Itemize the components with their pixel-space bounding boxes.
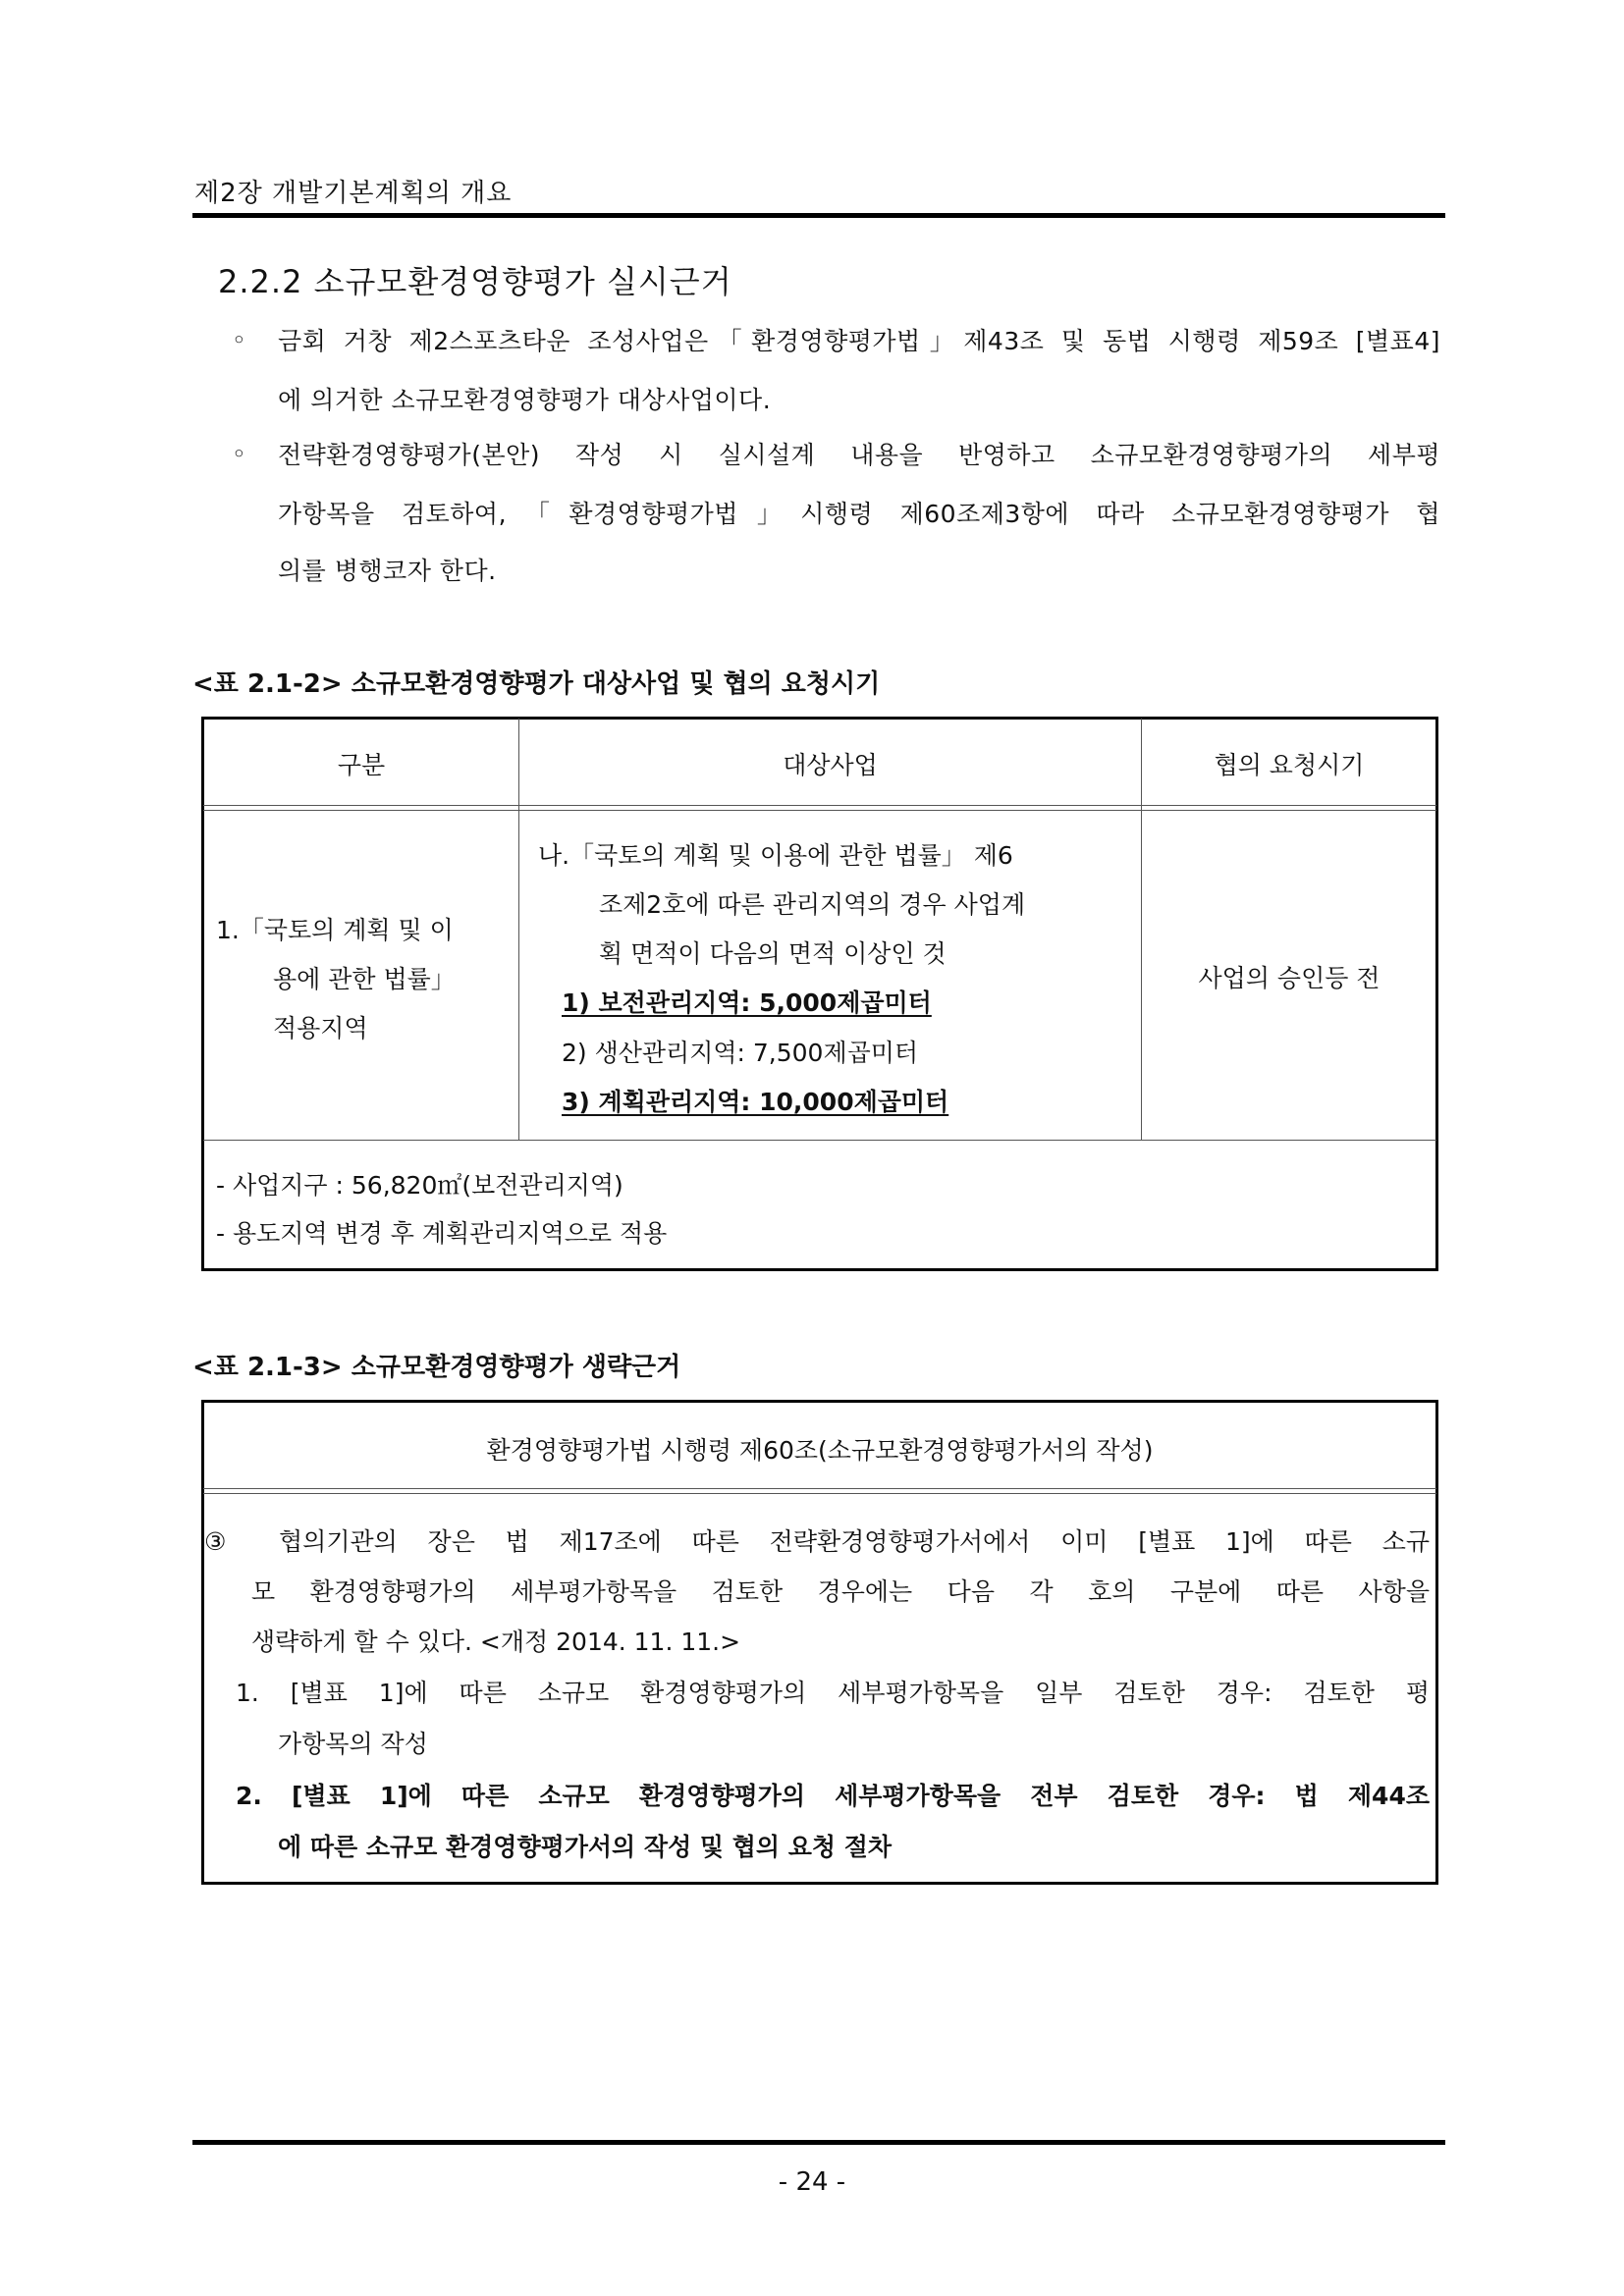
- table-divider: [1141, 719, 1142, 1140]
- bullet-marker: ◦: [232, 440, 246, 468]
- section-title: 2.2.2 소규모환경영향평가 실시근거: [218, 263, 732, 300]
- target-line: 조제2호에 따른 관리지역의 경우 사업계: [599, 890, 1026, 919]
- column-header: 구분: [337, 751, 386, 779]
- clause-line: 모 환경영향평가의 세부평가항목을 검토한 경우에는 다음 각 호의 구분에 따른 사항을: [251, 1577, 1430, 1606]
- page-number: - 24 -: [778, 2167, 846, 2197]
- table-divider: [203, 1140, 1436, 1141]
- area-threshold-planning: 3) 계획관리지역: 10,000제곱미터: [562, 1088, 949, 1116]
- paragraph-line: 의를 병행코자 한다.: [278, 557, 497, 585]
- clause-item-2: 2. [별표 1]에 따른 소규모 환경영향평가의 세부평가항목을 전부 검토한 경우: 법 제44조: [236, 1782, 1430, 1810]
- paragraph-line: 가항목을 검토하여,「환경영향평가법」시행령 제60조제3항에 따라 소규모환경영향평가 협: [278, 500, 1440, 528]
- clause-line: 생략하게 할 수 있다. <개정 2014. 11. 11.>: [251, 1628, 741, 1656]
- column-header: 협의 요청시기: [1214, 751, 1365, 779]
- bullet-marker: ◦: [232, 326, 246, 354]
- table-caption: <표 2.1-2> 소규모환경영향평가 대상사업 및 협의 요청시기: [192, 669, 881, 699]
- table-note: - 사업지구 : 56,820㎡(보전관리지역): [216, 1171, 623, 1200]
- clause-line: ③ 협의기관의 장은 법 제17조에 따른 전략환경영향평가서에서 이미 [별표 1]에 따른 소규: [204, 1527, 1430, 1556]
- clause-item-1: 1. [별표 1]에 따른 소규모 환경영향평가의 세부평가항목을 일부 검토한 경우: 검토한 평: [236, 1679, 1430, 1707]
- category-line: 용에 관한 법률」: [273, 965, 456, 993]
- table-note: - 용도지역 변경 후 계획관리지역으로 적용: [216, 1219, 668, 1248]
- header-rule: [192, 213, 1445, 218]
- table-caption: <표 2.1-3> 소규모환경영향평가 생략근거: [192, 1353, 681, 1382]
- chapter-header: 제2장 개발기본계획의 개요: [194, 179, 513, 208]
- target-line: 나.「국토의 계획 및 이용에 관한 법률」 제6: [538, 841, 1013, 870]
- target-line: 획 면적이 다음의 면적 이상인 것: [599, 939, 947, 968]
- area-threshold-production: 2) 생산관리지역: 7,500제곱미터: [562, 1039, 919, 1067]
- paragraph-line: 전략환경영향평가(본안) 작성 시 실시설계 내용을 반영하고 소규모환경영향평가의 세부평: [278, 441, 1440, 469]
- clause-item-1: 가항목의 작성: [278, 1730, 428, 1758]
- consultation-timing: 사업의 승인등 전: [1198, 964, 1380, 992]
- footer-rule: [192, 2140, 1445, 2145]
- column-header: 대상사업: [783, 751, 878, 779]
- category-line: 적용지역: [273, 1014, 368, 1042]
- paragraph-line: 금회 거창 제2스포츠타운 조성사업은「환경영향평가법」제43조 및 동법 시행령 제59조 [별표4]: [278, 327, 1440, 355]
- table-divider: [203, 810, 1436, 811]
- table-divider: [203, 805, 1436, 806]
- table-header: 환경영향평가법 시행령 제60조(소규모환경영향평가서의 작성): [486, 1436, 1154, 1465]
- table-divider: [518, 719, 519, 1140]
- category-line: 1.「국토의 계획 및 이: [216, 916, 454, 944]
- paragraph-line: 에 의거한 소규모환경영향평가 대상사업이다.: [278, 386, 772, 414]
- table-divider: [203, 1488, 1436, 1489]
- area-threshold-preservation: 1) 보전관리지역: 5,000제곱미터: [562, 988, 932, 1017]
- clause-item-2: 에 따른 소규모 환경영향평가서의 작성 및 협의 요청 절차: [278, 1833, 893, 1861]
- table-divider: [203, 1493, 1436, 1494]
